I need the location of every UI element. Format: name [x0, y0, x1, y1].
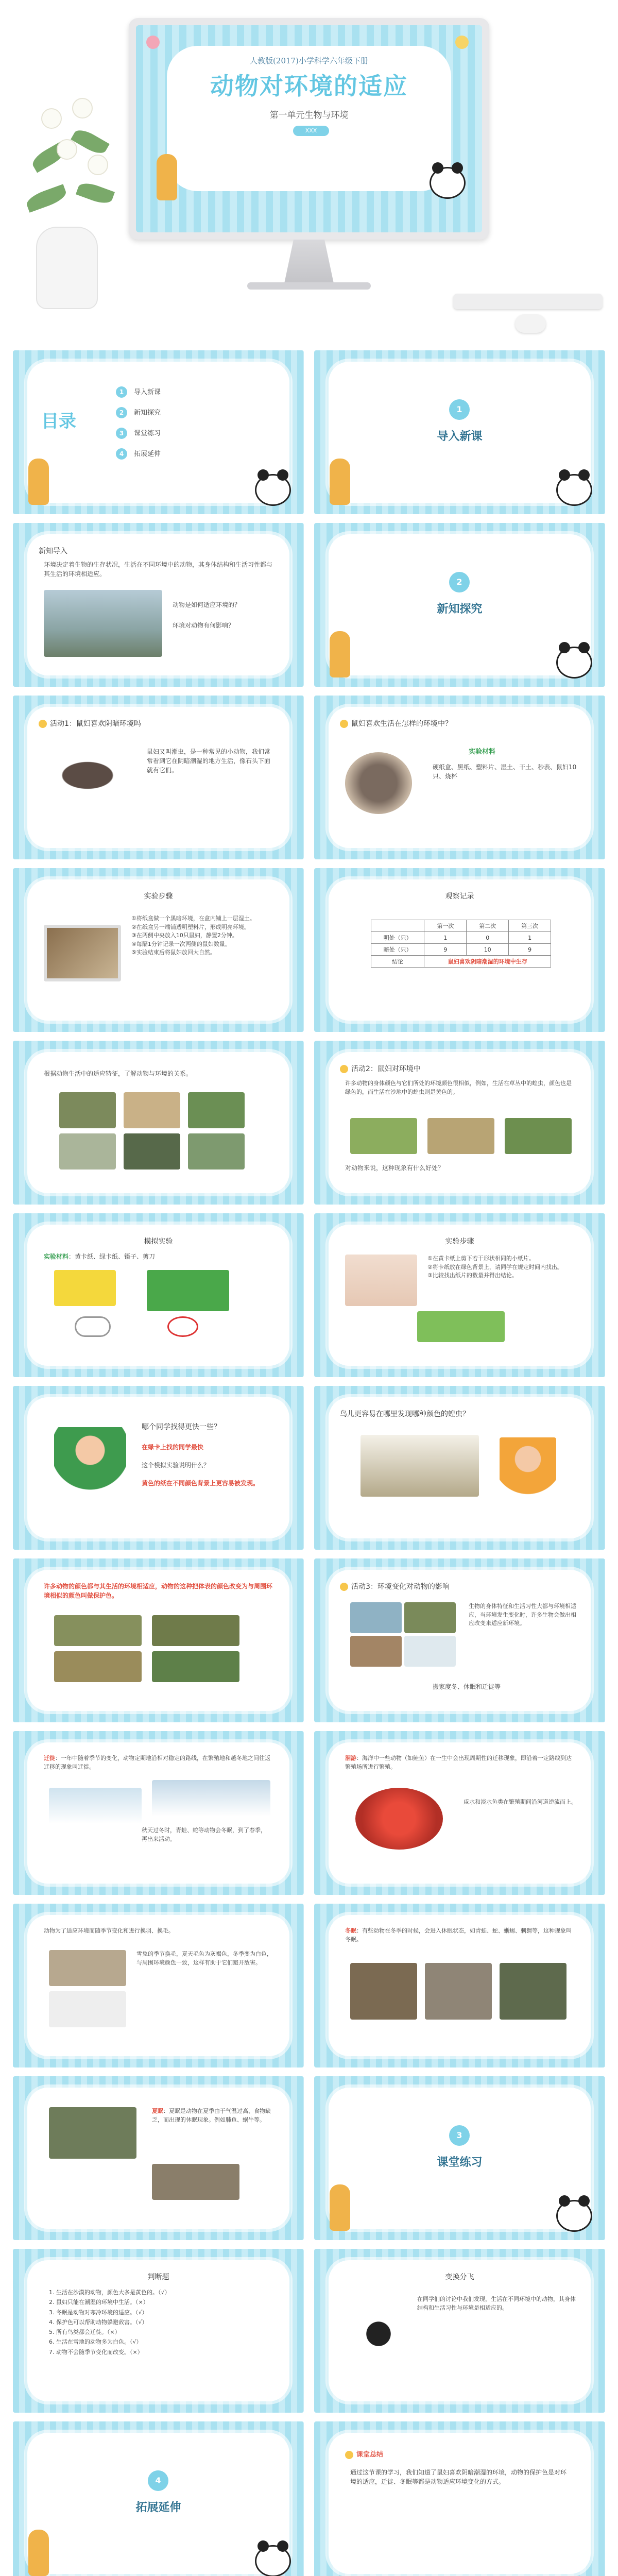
quiz-item: 6. 生活在雪地的动物多为白色。（√） [49, 2338, 142, 2346]
ext-label: 课堂总结 [356, 2451, 384, 2459]
migrate-line: 迁徙：一年中随着季节的变化，动物定期地沿相对稳定的路线，在繁殖地和越冬地之间往返迁移的现象叫迁徙。 [44, 1755, 270, 1770]
cond-head-text: 鼠妇喜欢生活在怎样的环境中？ [351, 720, 452, 728]
act3-body: 许多动物的身体颜色与它们所处的环境颜色很相似，例如，生活在草丛中的蝗虫，颜色也是绿色的，而生活在沙地中的蝗虫则是黄色的。 [345, 1080, 572, 1095]
habitat-photo [188, 1092, 245, 1128]
cond-head [340, 719, 452, 730]
table-cell: 10 [467, 944, 509, 956]
sim-head: 模拟实验 [144, 1238, 173, 1246]
winter-body: 有些动物在冬季的时候，会进入休眠状态，如青蛙、蛇、蜥蜴、刺猬等，这种现象叫冬眠。 [345, 1927, 572, 1943]
cover-publisher: 人教版(2017)小学科学六年级下册 [250, 56, 368, 65]
slide-hibernate [13, 2076, 304, 2240]
giraffe-icon [330, 459, 350, 505]
slide-section-4 [13, 2421, 304, 2576]
table-header [371, 920, 424, 932]
slide-adapt [13, 1904, 304, 2067]
step-item: ②将卡纸放在绿色背景上，请同学在规定时间内找出。 [427, 1263, 563, 1270]
grasshopper-photo [360, 1435, 479, 1497]
slide-section-2 [314, 523, 605, 687]
act4-body: 生物的身体特征和生活习性大都与环境相适应，当环境发生变化时，许多生物会做出相应改变来适应新环境。 [469, 1603, 576, 1626]
quiz-item: 4. 保护色可以帮助动物躲避敌害。（√） [49, 2318, 148, 2326]
habitat-photo [188, 1133, 245, 1170]
steps-list [131, 914, 281, 957]
balloon-icon [146, 36, 160, 49]
vase [36, 227, 98, 309]
cover-title: 动物对环境的适应 [210, 72, 408, 100]
slide-camouflage [13, 1558, 304, 1722]
grasshopper-photo [505, 1118, 572, 1154]
habitat-photo [124, 1133, 180, 1170]
slide-record [314, 868, 605, 1032]
slide-insects [314, 1386, 605, 1550]
slide-activity-2 [314, 1041, 605, 1205]
slide-sea [314, 1731, 605, 1895]
ext-body: 通过这节课的学习，我们知道了鼠妇喜欢阴暗潮湿的环境，动物的保护色是对环境的适应，迁徙、冬眠等都是动物适应环境变化的方式。 [350, 2469, 567, 2485]
bulb-icon [39, 720, 47, 728]
hibernate-label: 夏眠 [152, 2108, 163, 2114]
table-cell: 1 [509, 932, 551, 944]
record-head: 观察记录 [445, 892, 474, 901]
bulb-icon [345, 2451, 353, 2459]
quiz-list [49, 2287, 270, 2357]
camo-photo [54, 1615, 142, 1646]
hibernate-photo [350, 1963, 417, 2020]
hero-mockup [0, 0, 618, 340]
panda-icon [255, 474, 291, 506]
toc-num-1: 1 [116, 386, 127, 398]
slide-summary-text [314, 2421, 605, 2576]
cond-label: 实验材料 [469, 748, 496, 756]
table-cell: 9 [509, 944, 551, 956]
scissors-icon [167, 1316, 198, 1337]
migrate-extra: 秋天过冬时，青蛙、蛇等动物会冬眠，到了春季，再出来活动。 [142, 1827, 266, 1842]
slide-section-3 [314, 2076, 605, 2240]
simsteps-head: 实验步骤 [445, 1238, 474, 1246]
monitor-stand [278, 240, 340, 283]
slide-winter [314, 1904, 605, 2067]
quiz-item: 5. 所有鸟类都会迁徙。（×） [49, 2329, 121, 2335]
cover-unit: 第一单元生物与环境 [269, 110, 349, 121]
slide-section-1 [314, 350, 605, 514]
kid-icon [500, 1437, 556, 1510]
bulb-icon [340, 720, 348, 728]
toc-item-4[interactable]: 拓展延伸 [134, 450, 161, 458]
students-photo [345, 1255, 417, 1306]
reading-q3: 黄色的纸在不同颜色背景上更容易被发现。 [142, 1480, 260, 1487]
act1-head [39, 719, 141, 730]
table-header: 第三次 [509, 920, 551, 932]
slide-intro [13, 523, 304, 687]
intro-bullet-2: 环境对动物有何影响？ [173, 622, 235, 629]
tweezers-icon [75, 1316, 111, 1337]
slide-toc [13, 350, 304, 514]
toc-num-3: 3 [116, 428, 127, 439]
step-item: ①在黄卡纸上剪下若干形状相同的小纸片。 [427, 1255, 535, 1262]
toc-title: 目录 [41, 411, 76, 432]
table-cell: 1 [424, 932, 467, 944]
act3-footer: 对动物来说，这种现象有什么好处？ [345, 1164, 444, 1172]
slide-sim-steps [314, 1213, 605, 1377]
slide-conditions [314, 696, 605, 859]
act1-body: 鼠妇又叫潮虫，是一种常见的小动物，我们常常看到它在阴暗潮湿的地方生活，像石头下面就有它们。 [147, 748, 271, 774]
table-cell: 0 [467, 932, 509, 944]
section-title: 拓展延伸 [135, 2501, 181, 2514]
sea-line: 洄游：海洋中一些动物（如鲑鱼）在一生中会出现周期性的迁移现象，即沿着一定路线到达繁殖场所进行繁殖。 [345, 1755, 572, 1770]
grasshopper-photo [427, 1118, 494, 1154]
act2-body: 根据动物生活中的适应特征，了解动物与环境的关系。 [44, 1070, 193, 1077]
sim-label: 实验材料 [44, 1253, 69, 1260]
act4-head [340, 1582, 450, 1592]
reading-head: 哪个同学找得更快一些？ [142, 1423, 221, 1431]
act1-head-text: 活动1：鼠妇喜欢阴暗环境吗 [50, 720, 141, 728]
giraffe-icon [330, 2184, 350, 2231]
season-photo [404, 1602, 456, 1633]
season-photo [404, 1636, 456, 1667]
table-row [371, 920, 551, 932]
toc-item-2[interactable]: 新知探究 [134, 409, 161, 417]
salmon-photo [355, 1788, 443, 1850]
panda-icon [430, 167, 466, 199]
season-photo [350, 1636, 402, 1667]
table-row [371, 944, 551, 956]
slide-migrate [13, 1731, 304, 1895]
table-cell: 9 [424, 944, 467, 956]
table-row [371, 932, 551, 944]
hibernate-photo [425, 1963, 492, 2020]
ext-label-line [345, 2450, 383, 2460]
step-item: ③在两侧中央放入10只鼠妇，静置2分钟。 [131, 932, 238, 939]
table-cell: 结论 [371, 956, 424, 968]
keyboard [453, 294, 603, 309]
panda-icon [556, 2200, 592, 2232]
step-item: ④每隔1分钟记录一次两侧的鼠妇数量。 [131, 940, 231, 947]
slide-reading [13, 1386, 304, 1550]
reading-q1: 在绿卡上找的同学最快 [142, 1444, 204, 1451]
act4-footer: 搬家度冬、休眠和迁徙等 [433, 1683, 501, 1690]
quiz-item: 3. 冬眠是动物对寒冷环境的适应。（√） [49, 2309, 148, 2316]
sim-materials-line: 实验材料：黄卡纸、绿卡纸、镊子、剪刀 [44, 1253, 156, 1260]
section-title: 课堂练习 [437, 2156, 483, 2169]
giraffe-icon [28, 2530, 49, 2576]
camo-photo [54, 1651, 142, 1682]
table-row [371, 956, 551, 968]
toc-item-1[interactable]: 导入新课 [134, 388, 161, 396]
camo-photo [152, 1651, 239, 1682]
intro-head: 新知导入 [39, 547, 67, 555]
balloon-icon [455, 36, 469, 49]
hibernate-photo [500, 1963, 566, 2020]
winter-line: 冬眠：有些动物在冬季的时候，会进入休眠状态，如青蛙、蛇、蜥蜴、刺猬等，这种现象叫冬眠。 [345, 1927, 572, 1943]
yellow-card [54, 1270, 116, 1306]
act3-head-text: 活动2：鼠妇对环境中 [351, 1065, 421, 1073]
hibernate-line: 夏眠：夏眠是动物在夏季由于气温过高、食物缺乏，而出现的休眠现象。例如肺鱼、蜗牛等。 [152, 2108, 271, 2123]
quiz-item: 2. 鼠妇只能在潮湿的环境中生活。（×） [49, 2299, 149, 2306]
table-cell: 明处（只） [371, 932, 424, 944]
snail-photo [152, 2164, 239, 2200]
slide-activity-3 [314, 1558, 605, 1722]
season-photo [350, 1602, 402, 1633]
cond-materials: 硬纸盒、黑纸、塑料片、湿土、干土、秒表、鼠妇10只、烧杯 [433, 764, 577, 780]
table-cell: 鼠妇喜欢阴暗潮湿的环境中生存 [424, 956, 551, 968]
step-item: ②在纸盒另一端铺透明塑料片，形成明亮环境。 [131, 923, 250, 930]
section-num: 1 [449, 399, 470, 420]
quiz-item: 7. 动物不会随季节变化而改变。（×） [49, 2348, 143, 2355]
section-title: 新知探究 [437, 603, 483, 616]
slide-habitats [13, 1041, 304, 1205]
act4-head-text: 活动3：环境变化对动物的影响 [351, 1583, 450, 1591]
choice-body: 在同学们的讨论中我们发现，生活在不同环境中的动物，其身体结构和生活习性与环境是相适应的。 [417, 2296, 576, 2311]
record-table [371, 920, 551, 968]
cover-pill: XXX [293, 126, 329, 136]
toc-num-2: 2 [116, 407, 127, 418]
giraffe-icon [330, 631, 350, 677]
box-photo [44, 925, 121, 981]
slide-activity-1 [13, 696, 304, 859]
toc-item-3[interactable]: 课堂练习 [134, 430, 161, 437]
section-title: 导入新课 [437, 430, 483, 443]
giraffe-icon [28, 459, 49, 505]
intro-bullet-1: 动物是如何适应环境的？ [173, 601, 241, 608]
reading-kid-icon [54, 1427, 126, 1504]
table-cell: 暗处（只） [371, 944, 424, 956]
section-num: 4 [148, 2470, 168, 2491]
rabbit-photo [49, 1950, 126, 1986]
reading-q2: 这个模拟实验说明什么？ [142, 1462, 210, 1469]
slide-simulation [13, 1213, 304, 1377]
bulb-icon [340, 1065, 348, 1073]
green-card [147, 1270, 229, 1311]
slide-choice [314, 2249, 605, 2413]
sim-materials: 黄卡纸、绿卡纸、镊子、剪刀 [75, 1253, 156, 1260]
slide-quiz [13, 2249, 304, 2413]
sea-extra: 咸水和淡水鱼类在繁殖期间沿河道逆流而上。 [464, 1799, 577, 1805]
hibernate-body: 夏眠是动物在夏季由于气温过高、食物缺乏，而出现的休眠现象。例如肺鱼、蜗牛等。 [152, 2108, 271, 2123]
panda-icon [556, 647, 592, 679]
insects-head: 鸟儿更容易在哪里发现哪种颜色的蝗虫？ [340, 1410, 470, 1418]
green-board-photo [417, 1311, 505, 1342]
sea-body: 海洋中一些动物（如鲑鱼）在一生中会出现周期性的迁移现象，即沿着一定路线到达繁殖场所进行繁殖。 [345, 1755, 572, 1770]
adapt-body: 雪兔的季节换毛，夏天毛色为灰褐色，冬季变为白色，与周围环境颜色一致，这样有助于它们避开敌害。 [136, 1951, 272, 1966]
quiz-item: 1. 生活在沙漠的动物，颜色大多是黄色的。（√） [49, 2289, 170, 2296]
migrate-body: 一年中随着季节的变化，动物定期地沿相对稳定的路线，在繁殖地和越冬地之间往返迁移的现象叫迁徙。 [44, 1755, 270, 1770]
intro-photo [44, 590, 162, 657]
mouse [515, 314, 546, 333]
habitat-photo [124, 1092, 180, 1128]
woodlouse-photo [345, 752, 412, 814]
panda-icon [556, 474, 592, 506]
step-item: ⑤实验结束后将鼠妇放回大自然。 [131, 949, 216, 956]
section-num: 3 [449, 2125, 470, 2146]
table-header: 第一次 [424, 920, 467, 932]
habitat-photo [59, 1133, 116, 1170]
step-item: ③比较找出纸片的数量并得出结论。 [427, 1272, 518, 1279]
slide-steps [13, 868, 304, 1032]
simsteps-list [427, 1255, 577, 1280]
steps-head: 实验步骤 [144, 892, 173, 901]
monitor-base [247, 282, 371, 290]
birds-photo [49, 1788, 142, 1824]
sea-label: 洄游 [345, 1755, 356, 1761]
grasshopper-photo [350, 1118, 417, 1154]
camo-photo [152, 1615, 239, 1646]
habitat-photo [59, 1092, 116, 1128]
migrate-label: 迁徙 [44, 1755, 55, 1761]
woodlouse-photo [44, 752, 131, 799]
camo-head: 许多动物的颜色都与其生活的环境相适应，动物的这种把体表的颜色改变为与周围环境相似的颜色叫做保护色。 [44, 1583, 273, 1599]
section-num: 2 [449, 572, 470, 592]
toc-num-4: 4 [116, 448, 127, 460]
table-header: 第二次 [467, 920, 509, 932]
giraffe-icon [157, 154, 177, 200]
birds-photo [152, 1780, 270, 1816]
cover-slide [136, 25, 482, 232]
bat-photo [350, 2295, 407, 2372]
rabbit-photo [49, 1991, 126, 2027]
choice-head: 变换分飞 [445, 2273, 474, 2281]
act3-head [340, 1064, 421, 1075]
adapt-head: 动物为了适应环境而随季节变化和进行换羽、换毛。 [44, 1927, 174, 1934]
intro-body: 环境决定着生物的生存状况，生活在不同环境中的动物，其身体结构和生活习性都与其生活的环境相适应。 [44, 561, 273, 578]
bulb-icon [340, 1583, 348, 1591]
monitor [129, 18, 489, 240]
quiz-head: 判断题 [147, 2273, 169, 2281]
winter-label: 冬眠 [345, 1927, 356, 1934]
step-item: ①将纸盒做一个黑暗环境，在盒内铺上一层湿土。 [131, 915, 255, 922]
panda-icon [255, 2545, 291, 2576]
fish-photo [49, 2107, 136, 2159]
